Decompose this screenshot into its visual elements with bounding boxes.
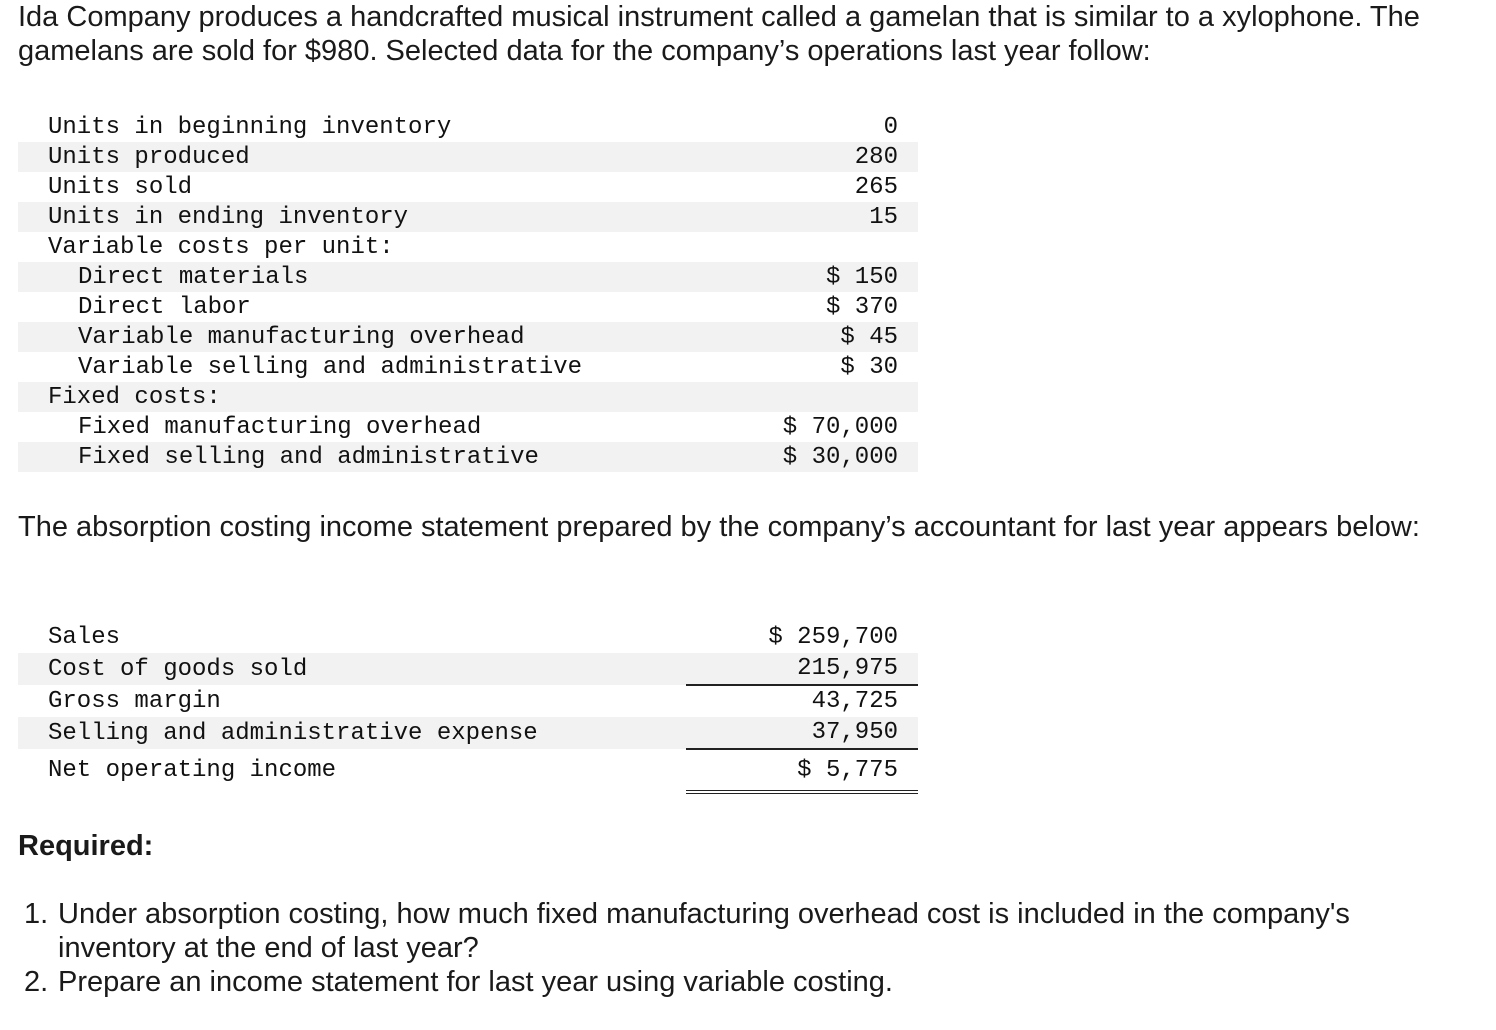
row-value [686,382,918,412]
row-label: Variable selling and administrative [78,353,583,381]
row-label: Units in beginning inventory [48,113,452,141]
row-value: 15 [686,202,918,232]
table-row [18,292,918,322]
row-label: Cost of goods sold [18,653,686,685]
item-text: Prepare an income statement for last year using variable costing. [58,966,893,998]
row-value [686,232,918,262]
row-label: Selling and administrative expense [18,717,686,749]
row-label: Direct materials [18,262,686,292]
row-value: $ 259,700 [768,624,898,651]
table-row [18,653,918,685]
table-row [18,352,918,382]
row-value: $ 30 [840,353,898,381]
required-heading: Required: [18,830,154,862]
table-row [18,382,918,412]
row-label: Units produced [18,142,686,172]
list-item [24,897,1474,965]
table-row [18,172,918,202]
row-value: 0 [883,113,898,141]
row-label: Units sold [48,173,193,201]
row-value: $ 70,000 [782,413,898,441]
table-row [18,442,918,472]
row-value: $ 5,775 [686,749,918,792]
table-row [18,749,918,792]
row-value: $ 45 [686,322,918,352]
list-item [24,965,1474,999]
section-heading: Variable costs per unit: [48,233,394,261]
row-label: Direct labor [78,293,251,321]
intro-paragraph: Ida Company produces a handcrafted musical instrument called a gamelan that is similar to a xylophone. The gamelans are sold for $980. Selected data for the company’s operations last year follow: [18,1,1420,67]
row-label: Units in ending inventory [18,202,686,232]
operations-data-table [18,112,918,472]
table-row [18,262,918,292]
table-row [18,685,918,717]
row-value: 265 [854,173,898,201]
table-row [18,112,918,142]
row-label: Variable manufacturing overhead [18,322,686,352]
section-heading: Fixed costs: [18,382,686,412]
row-value: 37,950 [686,717,918,749]
item-text: Under absorption costing, how much fixed manufacturing overhead cost is included in the company's inventory at the end of last year? [58,898,1350,964]
row-value: 43,725 [811,688,898,715]
row-label: Fixed selling and administrative [18,442,686,472]
table-row [18,717,918,749]
row-value: 215,975 [686,653,918,685]
table-row [18,142,918,172]
row-label: Fixed manufacturing overhead [78,413,482,441]
row-value: 280 [686,142,918,172]
table-row [18,202,918,232]
absorption-income-statement [18,622,918,794]
item-number: 1. [24,898,49,930]
row-value: $ 150 [686,262,918,292]
row-value: $ 30,000 [686,442,918,472]
table-row [18,412,918,442]
row-value: $ 370 [825,293,898,321]
item-number: 2. [24,966,49,998]
table-row [18,622,918,653]
row-label: Net operating income [48,757,337,784]
table-row [18,322,918,352]
row-label: Gross margin [48,687,221,715]
row-label: Sales [48,624,121,651]
requirements-list [24,897,1474,999]
table-row [18,232,918,262]
statement-intro-paragraph: The absorption costing income statement prepared by the company’s accountant for last year appears below: [18,511,1420,543]
